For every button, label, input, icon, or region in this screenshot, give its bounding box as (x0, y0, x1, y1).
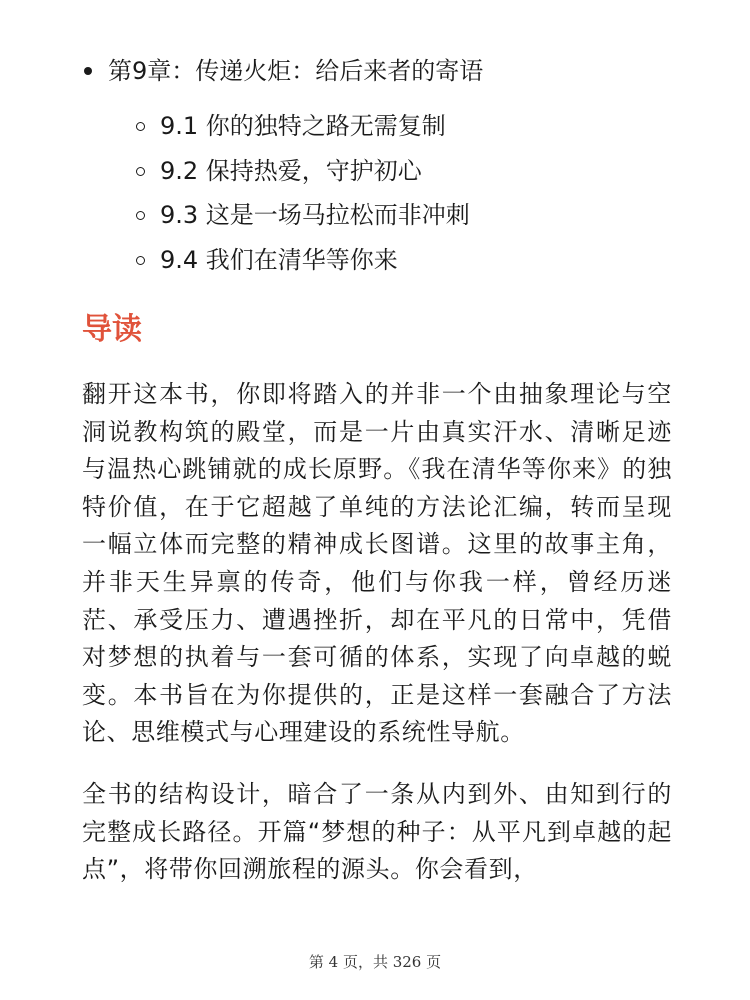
toc-chapter-9[interactable] (54, 48, 672, 94)
intro-paragraph-1: 翻开这本书，你即将踏入的并非一个由抽象理论与空洞说教构筑的殿堂，而是一片由真实汗水、清晰足迹与温热心跳铺就的成长原野。《我在清华等你来》的独特价值，在于它超越了单纯的方法论汇编，转而呈现一幅立体而完整的精神成长图谱。这里的故事主角，并非天生异禀的传奇，他们与你我一样，曾经历迷茫、承受压力、遭遇挫折，却在平凡的日常中，凭借对梦想的执着与一套可循的体系，实现了向卓越的蜕变。本书旨在为你提供的，正是这样一套融合了方法论、思维模式与心理建设的系统性导航。 (82, 380, 672, 747)
bullet-disc-icon (84, 67, 92, 75)
section-heading-intro: 导读 (82, 312, 142, 347)
toc-section-list (82, 104, 672, 282)
page-content (82, 48, 672, 913)
toc-chapter-title: 第9章：传递火炬：给后来者的寄语 (108, 57, 484, 85)
bullet-circle-icon (136, 167, 145, 176)
toc-section-9-4[interactable] (54, 238, 672, 283)
toc-section-9-1[interactable] (54, 104, 672, 149)
page-number-footer: 第 4 页，共 326 页 (308, 953, 442, 971)
bullet-circle-icon (136, 122, 145, 131)
toc-section-label: 9.3 这是一场马拉松而非冲刺 (160, 201, 470, 229)
bullet-circle-icon (136, 256, 145, 265)
toc-section-label: 9.2 保持热爱，守护初心 (160, 156, 422, 185)
toc-section-label: 9.1 你的独特之路无需复制 (160, 112, 446, 140)
toc-section-9-2[interactable] (54, 149, 672, 194)
bullet-circle-icon (136, 211, 145, 220)
intro-paragraph-2: 全书的结构设计，暗合了一条从内到外、由知到行的完整成长路径。开篇“梦想的种子：从平凡到卓越的起点”，将带你回溯旅程的源头。你会看到， (82, 779, 672, 884)
toc-section-9-3[interactable] (54, 193, 672, 238)
toc-section-label: 9.4 我们在清华等你来 (160, 245, 398, 274)
